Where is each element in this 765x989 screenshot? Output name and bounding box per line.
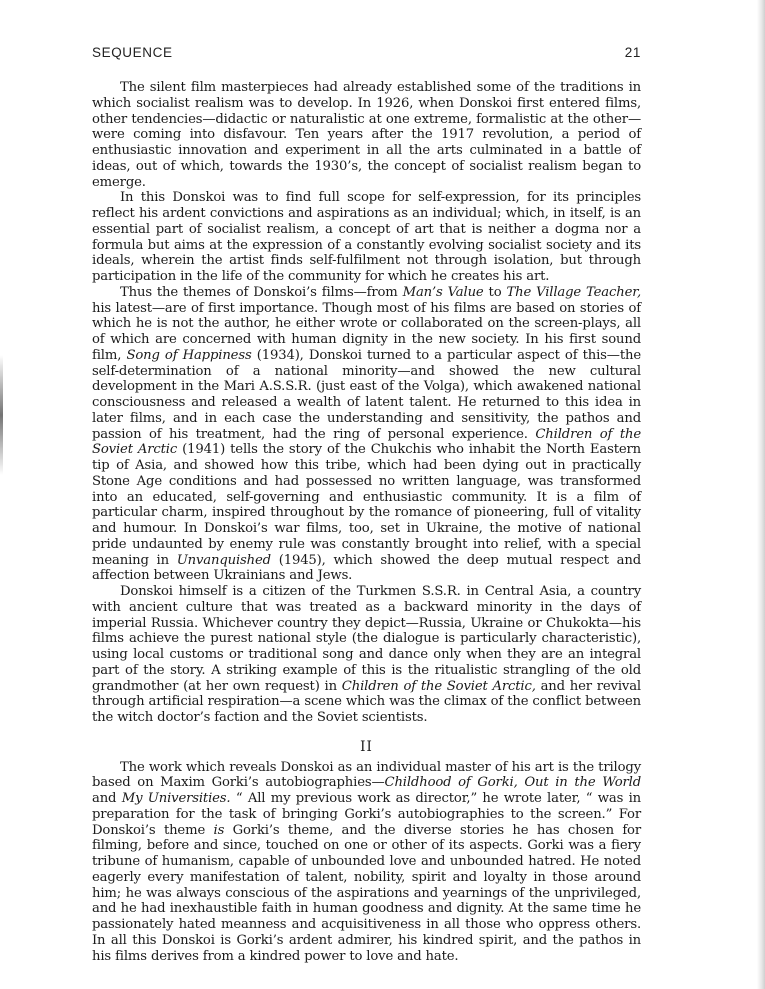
text-run: and: [92, 791, 122, 806]
text-run: to: [483, 284, 507, 300]
italic-title-run: The Village Teacher,: [506, 284, 641, 300]
text-run: (1945), which showed the deep mutual respect and affection between Ukrainians and Jews.: [92, 552, 642, 584]
text-run: and her revival through artificial respiration—a scene which was the climax of the conflict between the witch doctor’s faction and the Soviet scientists.: [92, 678, 641, 725]
text-run: Thus the themes of Donskoi’s films—from: [120, 284, 403, 300]
scan-margin-mark: [0, 355, 3, 475]
scan-edge-shadow: [757, 0, 765, 989]
italic-title-run: is: [213, 822, 225, 838]
text-run: The work which reveals Donskoi as an individual master of his art is the trilogy based on Maxim Gorki’s autobiographies—: [92, 759, 641, 791]
text-run: (1941) tells the story of the Chukchis who inhabit the North Eastern tip of Asia, and showed how this tribe, which had been dying out in practically Stone Age conditions and had possessed no written language, was transformed into an educated, self-governing and enthusiastic community. It is a film of particular charm, inspired throughout by the romance of pioneering, full of vitality and humour. In Donskoi’s war films, too, set in Ukraine, the motive of national pride undaunted by enemy rule was constantly brought into relief, with a special meaning in: [92, 442, 641, 568]
italic-title-run: Childhood of Gorki, Out in the World: [384, 775, 641, 791]
italic-title-run: Man’s Value: [402, 284, 484, 300]
paragraph: [92, 584, 641, 726]
paragraph: [92, 760, 641, 965]
text-run: his latest—are of first importance. Though most of his films are based on stories of which he is not the author, he either wrote or collaborated on the screen-plays, all of which are concerned with human dignity in the new society. In his first sound film,: [92, 300, 641, 363]
text-run: The silent film masterpieces had already established some of the traditions in which socialist realism was to develop. In 1926, when Donskoi first entered films, other tendencies—didactic or naturalistic at one extreme, formalistic at the other—were coming into disfavour. Ten years after the 1917 revolution, a period of enthusiastic innovation and experiment in all the arts culminated in a battle of ideas, out of which, towards the 1930’s, the concept of socialist realism began to emerge.: [92, 80, 641, 190]
text-run: In this Donskoi was to find full scope for self-expression, for its principles reflect his ardent convictions and aspirations as an individual; which, in itself, is an essential part of socialist realism, a concept of art that is neither a dogma nor a formula but aims at the expression of a constantly evolving socialist society and its ideals, wherein the artist finds self-fulfilment not through isolation, but through participation in the life of the community for which he creates his art.: [92, 190, 641, 284]
text-run: Gorki’s theme, and the diverse stories he has chosen for filming, before and since, touched on one or other of its aspects. Gorki was a fiery tribune of humanism, capable of unbounded love and unbounded hatred. He noted eagerly every manifestation of talent, nobility, spirit and loyalty in those around him; he was always conscious of the aspirations and yearnings of the unprivileged, and he had inexhaustible faith in human goodness and dignity. At the same time he passionately hated meanness and acquisitiveness in all those who oppress others. In all this Donskoi is Gorki’s ardent admirer, his kindred spirit, and the pathos in his films derives from a kindred power to love and hate.: [92, 822, 641, 964]
italic-title-run: Unvanquished: [176, 552, 271, 568]
paragraph: [92, 285, 641, 584]
text-run: (1934), Donskoi turned to a particular aspect of this—the self-determination of a national minority—and showed the new cultural development in the Mari A.S.S.R. (just east of the Volga), which awakened national consciousness and released a wealth of latent talent. He returned to this idea in later films, and in each case the understanding and sensitivity, the pathos and passion of his treatment, had the ring of personal experience.: [92, 347, 641, 442]
italic-title-run: Children of the Soviet Arctic: [92, 426, 641, 458]
italic-title-run: Song of Happiness: [126, 347, 252, 363]
paragraph: [92, 190, 641, 285]
text-run: “ All my previous work as director,” he wrote later, “ was in preparation for the task of bringing Gorki’s autobiographies to the screen.” For Donskoi’s theme: [92, 791, 641, 838]
page-number: 21: [624, 45, 641, 60]
text-run: Donskoi himself is a citizen of the Turkmen S.S.R. in Central Asia, a country with ancient culture that was treated as a backward minority in the days of imperial Russia. Whichever country they depict—Russia, Ukraine or Chukokta—his films achieve the purest national style (the dialogue is particularly characteristic), using local customs or traditional song and dance only when they are an integral part of the story. A striking example of this is the ritualistic strangling of the old grandmother (at her own request) in: [92, 584, 641, 694]
article-body: [92, 78, 641, 964]
section-heading: II: [360, 738, 373, 755]
paragraph: [92, 80, 641, 190]
running-head: [92, 45, 641, 65]
running-head-title: SEQUENCE: [92, 45, 173, 60]
italic-title-run: Children of the Soviet Arctic,: [341, 678, 536, 694]
italic-title-run: My Universities.: [121, 791, 231, 806]
